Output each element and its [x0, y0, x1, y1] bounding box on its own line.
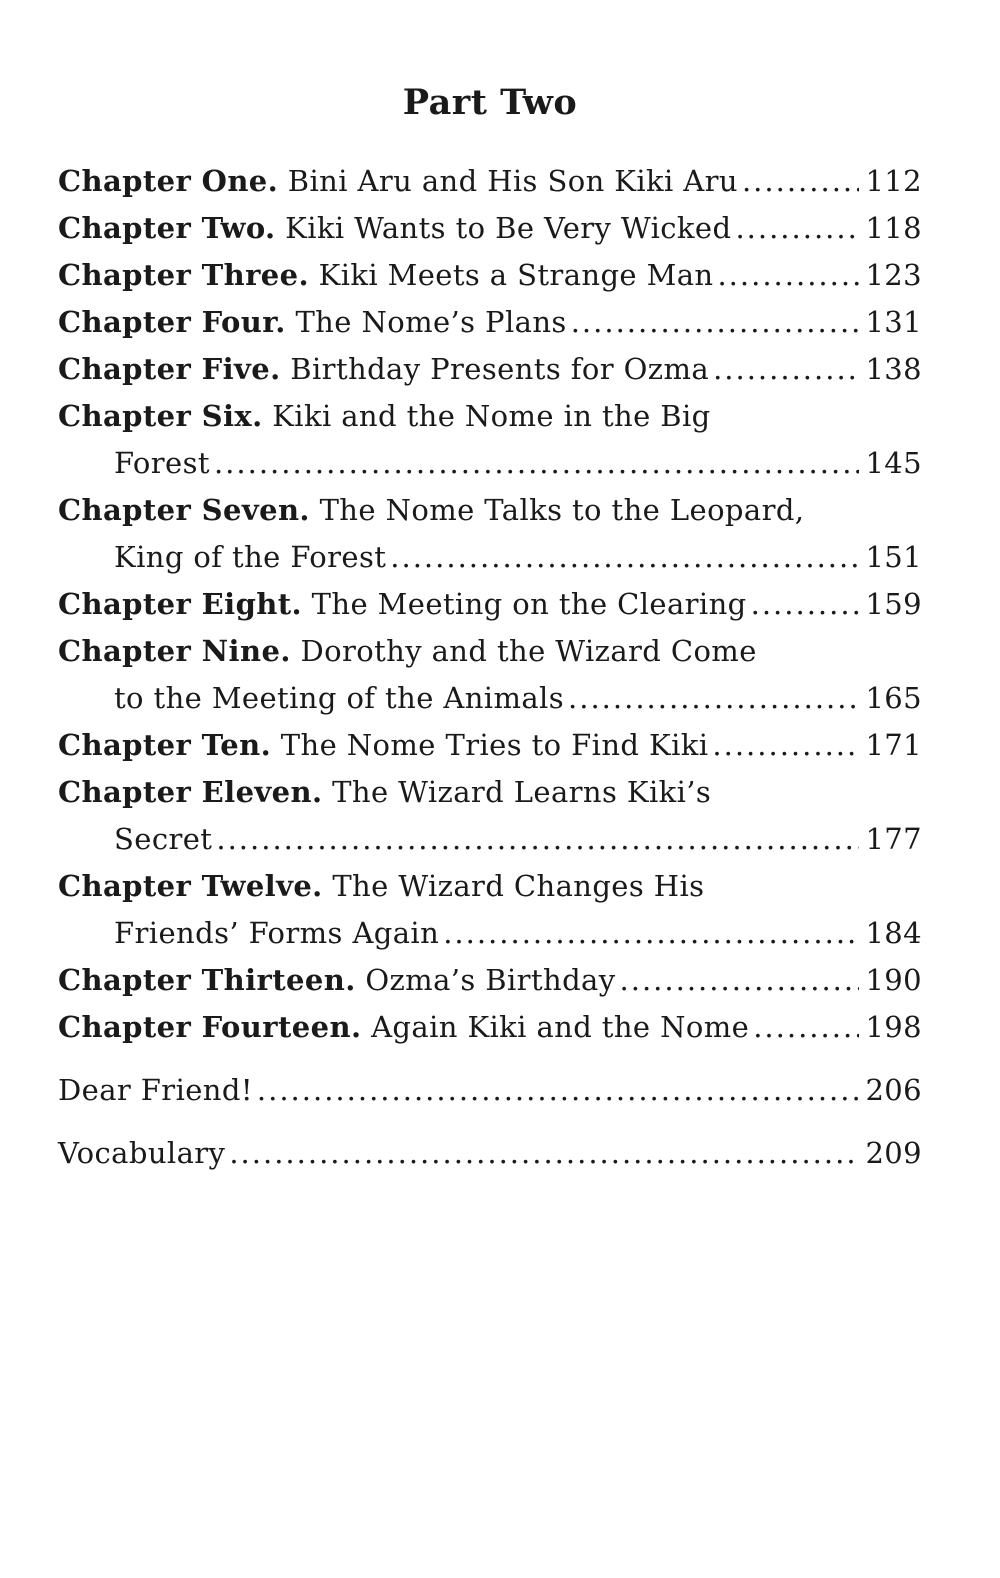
- toc-entry-chapter-four[interactable]: [58, 299, 922, 346]
- chapter-label: Chapter Seven.: [58, 493, 310, 527]
- dot-leader: [571, 299, 860, 346]
- chapter-title: Kiki Wants to Be Very Wicked: [285, 211, 732, 245]
- section-title: Vocabulary: [58, 1136, 226, 1170]
- chapter-label: Chapter Two.: [58, 211, 276, 245]
- page-number: 177: [865, 822, 922, 856]
- dot-leader: [712, 722, 859, 769]
- chapter-label: Chapter Thirteen.: [58, 963, 356, 997]
- chapter-title: The Wizard Changes His: [332, 869, 705, 903]
- chapter-label: Chapter Fourteen.: [58, 1010, 362, 1044]
- chapter-label: Chapter Nine.: [58, 634, 291, 668]
- toc-entry-chapter-thirteen[interactable]: [58, 957, 922, 1004]
- dot-leader: [742, 158, 859, 205]
- page-number: 190: [865, 963, 922, 997]
- chapter-title: The Wizard Learns Kiki’s: [332, 775, 712, 809]
- dot-leader: [620, 957, 860, 1004]
- chapter-title-continued: Forest: [114, 446, 210, 480]
- toc-entry-chapter-nine[interactable]: [58, 628, 922, 722]
- chapter-title: Dorothy and the Wizard Come: [300, 634, 757, 668]
- dot-leader: [216, 816, 859, 863]
- page-number: 151: [865, 540, 922, 574]
- page-number: 165: [865, 681, 922, 715]
- toc-entry-vocabulary[interactable]: [58, 1130, 922, 1177]
- chapter-title: Bini Aru and His Son Kiki Aru: [287, 164, 738, 198]
- page-number: 184: [865, 916, 922, 950]
- chapter-label: Chapter One.: [58, 164, 279, 198]
- toc-entry-chapter-three[interactable]: [58, 252, 922, 299]
- dot-leader: [735, 205, 859, 252]
- chapter-label: Chapter Four.: [58, 305, 286, 339]
- chapter-title: Kiki and the Nome in the Big: [272, 399, 711, 433]
- dot-leader: [443, 910, 859, 957]
- chapter-label: Chapter Eleven.: [58, 775, 323, 809]
- chapter-title: The Nome’s Plans: [295, 305, 567, 339]
- toc-entry-chapter-fourteen[interactable]: [58, 1004, 922, 1051]
- chapter-title: The Nome Talks to the Leopard,: [319, 493, 805, 527]
- chapter-title-continued: Friends’ Forms Again: [114, 916, 440, 950]
- page-number: 123: [865, 258, 922, 292]
- chapter-title-continued: Secret: [114, 822, 213, 856]
- toc-entry-chapter-seven[interactable]: [58, 487, 922, 581]
- page-number: 145: [865, 446, 922, 480]
- page-number: 131: [865, 305, 922, 339]
- toc-entry-chapter-eight[interactable]: [58, 581, 922, 628]
- chapter-title: Again Kiki and the Nome: [371, 1010, 750, 1044]
- dot-leader: [257, 1067, 860, 1114]
- chapter-label: Chapter Five.: [58, 352, 281, 386]
- dot-leader: [390, 534, 859, 581]
- toc-entry-chapter-five[interactable]: [58, 346, 922, 393]
- chapter-label: Chapter Ten.: [58, 728, 272, 762]
- chapter-label: Chapter Eight.: [58, 587, 303, 621]
- toc-entry-chapter-one[interactable]: [58, 158, 922, 205]
- page-number: 198: [865, 1010, 922, 1044]
- dot-leader: [229, 1130, 859, 1177]
- chapter-label: Chapter Six.: [58, 399, 263, 433]
- chapter-title: Ozma’s Birthday: [365, 963, 616, 997]
- page-number: 171: [865, 728, 922, 762]
- toc-entry-dear-friend[interactable]: [58, 1067, 922, 1114]
- dot-leader: [751, 581, 860, 628]
- dot-leader: [214, 440, 859, 487]
- table-of-contents: [58, 158, 922, 1177]
- part-title: Part Two: [402, 82, 578, 123]
- page-number: 118: [865, 211, 922, 245]
- toc-entry-chapter-eleven[interactable]: [58, 769, 922, 863]
- page-number: 209: [865, 1136, 922, 1170]
- toc-entry-chapter-ten[interactable]: [58, 722, 922, 769]
- chapter-label: Chapter Three.: [58, 258, 309, 292]
- chapter-title-continued: King of the Forest: [114, 540, 387, 574]
- section-title: Dear Friend!: [58, 1073, 253, 1107]
- toc-entry-chapter-six[interactable]: [58, 393, 922, 487]
- page-number: 206: [865, 1073, 922, 1107]
- dot-leader: [713, 346, 859, 393]
- dot-leader: [753, 1004, 859, 1051]
- chapter-title: Birthday Presents for Ozma: [290, 352, 710, 386]
- dot-leader: [717, 252, 859, 299]
- toc-entry-chapter-two[interactable]: [58, 205, 922, 252]
- chapter-label: Chapter Twelve.: [58, 869, 323, 903]
- chapter-title-continued: to the Meeting of the Animals: [114, 681, 565, 715]
- page-number: 138: [865, 352, 922, 386]
- page-number: 112: [865, 164, 922, 198]
- chapter-title: The Nome Tries to Find Kiki: [280, 728, 709, 762]
- dot-leader: [568, 675, 859, 722]
- page-number: 159: [865, 587, 922, 621]
- chapter-title: The Meeting on the Clearing: [311, 587, 747, 621]
- toc-entry-chapter-twelve[interactable]: [58, 863, 922, 957]
- chapter-title: Kiki Meets a Strange Man: [318, 258, 714, 292]
